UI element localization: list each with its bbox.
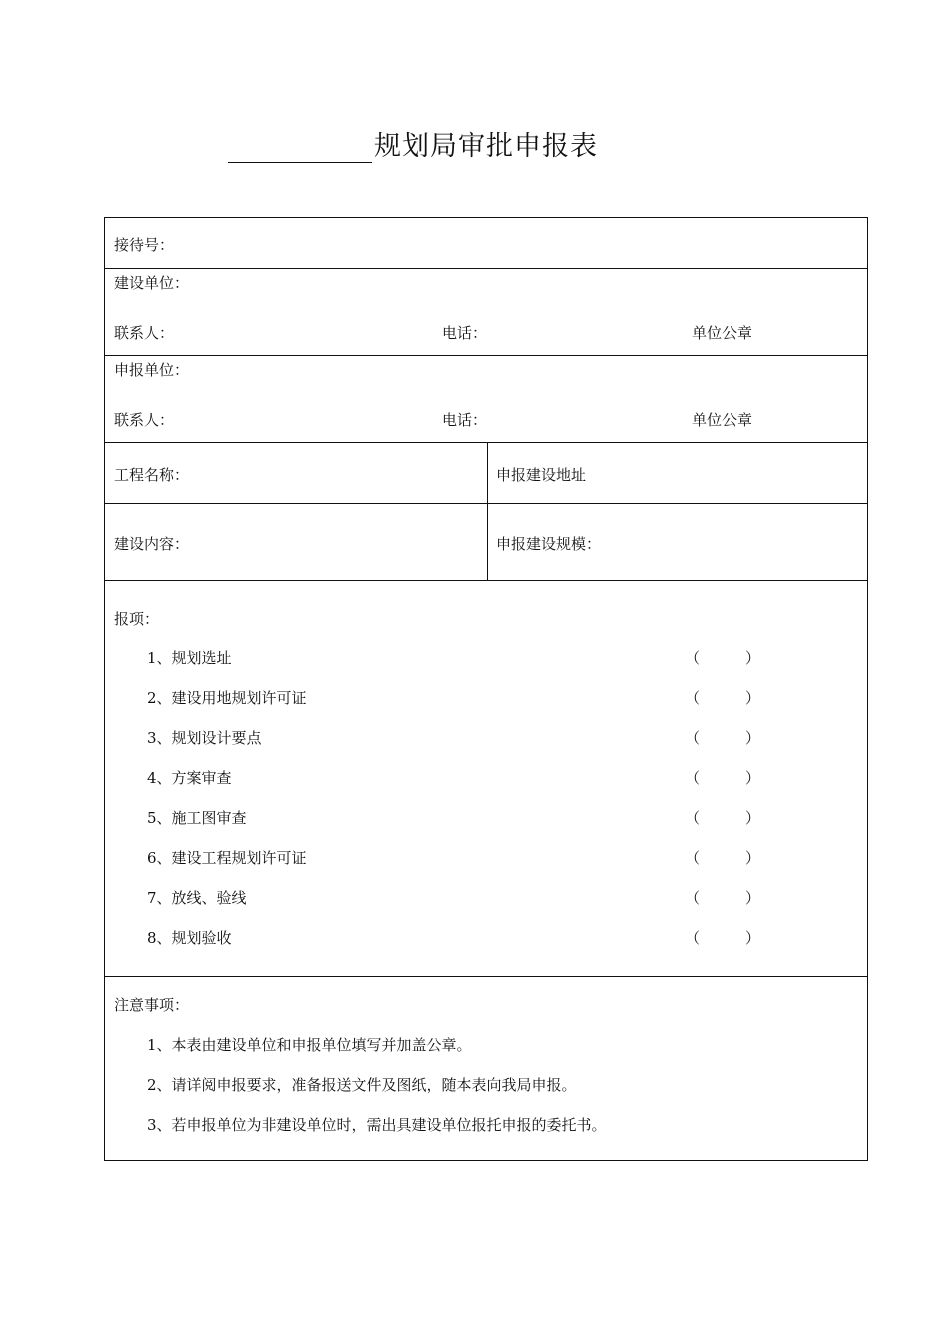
applicant-seal-label: 单位公章 — [692, 411, 753, 429]
divider — [105, 355, 867, 356]
notes-label: 注意事项： — [114, 996, 190, 1014]
construction-unit-label: 建设单位： — [114, 274, 190, 292]
list-item: 8、规划验收 — [147, 929, 232, 947]
checkbox-close-paren: ） — [745, 729, 761, 747]
reception-number-label: 接待号： — [114, 236, 175, 254]
checkbox-close-paren: ） — [745, 809, 761, 827]
divider — [105, 503, 867, 504]
construction-phone-label: 电话： — [442, 324, 488, 342]
project-name-label: 工程名称： — [114, 466, 190, 484]
divider — [105, 976, 867, 977]
checkbox-close-paren: ） — [745, 929, 761, 947]
divider — [105, 580, 867, 581]
title-blank-line[interactable] — [228, 122, 372, 163]
project-address-label: 申报建设地址 — [496, 466, 587, 484]
list-item: 2、建设用地规划许可证 — [147, 689, 307, 707]
applicant-unit-label: 申报单位： — [114, 361, 190, 379]
checkbox-open-paren[interactable]: （ — [685, 729, 701, 747]
list-item: 1、规划选址 — [147, 649, 232, 667]
divider — [105, 442, 867, 443]
items-label: 报项： — [114, 610, 160, 628]
checkbox-open-paren[interactable]: （ — [685, 929, 701, 947]
checkbox-close-paren: ） — [745, 649, 761, 667]
checkbox-close-paren: ） — [745, 849, 761, 867]
checkbox-open-paren[interactable]: （ — [685, 649, 701, 667]
list-item: 6、建设工程规划许可证 — [147, 849, 307, 867]
list-item: 7、放线、验线 — [147, 889, 247, 907]
construction-contact-label: 联系人： — [114, 324, 175, 342]
list-item: 3、规划设计要点 — [147, 729, 262, 747]
checkbox-open-paren[interactable]: （ — [685, 769, 701, 787]
checkbox-open-paren[interactable]: （ — [685, 809, 701, 827]
checkbox-close-paren: ） — [745, 769, 761, 787]
checkbox-open-paren[interactable]: （ — [685, 889, 701, 907]
construction-seal-label: 单位公章 — [692, 324, 753, 342]
applicant-phone-label: 电话： — [442, 411, 488, 429]
note-item: 1、本表由建设单位和申报单位填写并加盖公章。 — [147, 1036, 472, 1054]
title-text: 规划局审批申报表 — [374, 131, 598, 162]
column-divider — [487, 442, 488, 580]
checkbox-close-paren: ） — [745, 689, 761, 707]
project-scale-label: 申报建设规模： — [496, 535, 602, 553]
application-form — [104, 217, 868, 1161]
list-item: 5、施工图审查 — [147, 809, 247, 827]
divider — [105, 268, 867, 269]
note-item: 3、若申报单位为非建设单位时，需出具建设单位报托申报的委托书。 — [147, 1116, 607, 1134]
checkbox-close-paren: ） — [745, 889, 761, 907]
checkbox-open-paren[interactable]: （ — [685, 689, 701, 707]
list-item: 4、方案审查 — [147, 769, 232, 787]
checkbox-open-paren[interactable]: （ — [685, 849, 701, 867]
note-item: 2、请详阅申报要求，准备报送文件及图纸，随本表向我局申报。 — [147, 1076, 577, 1094]
applicant-contact-label: 联系人： — [114, 411, 175, 429]
project-content-label: 建设内容： — [114, 535, 190, 553]
